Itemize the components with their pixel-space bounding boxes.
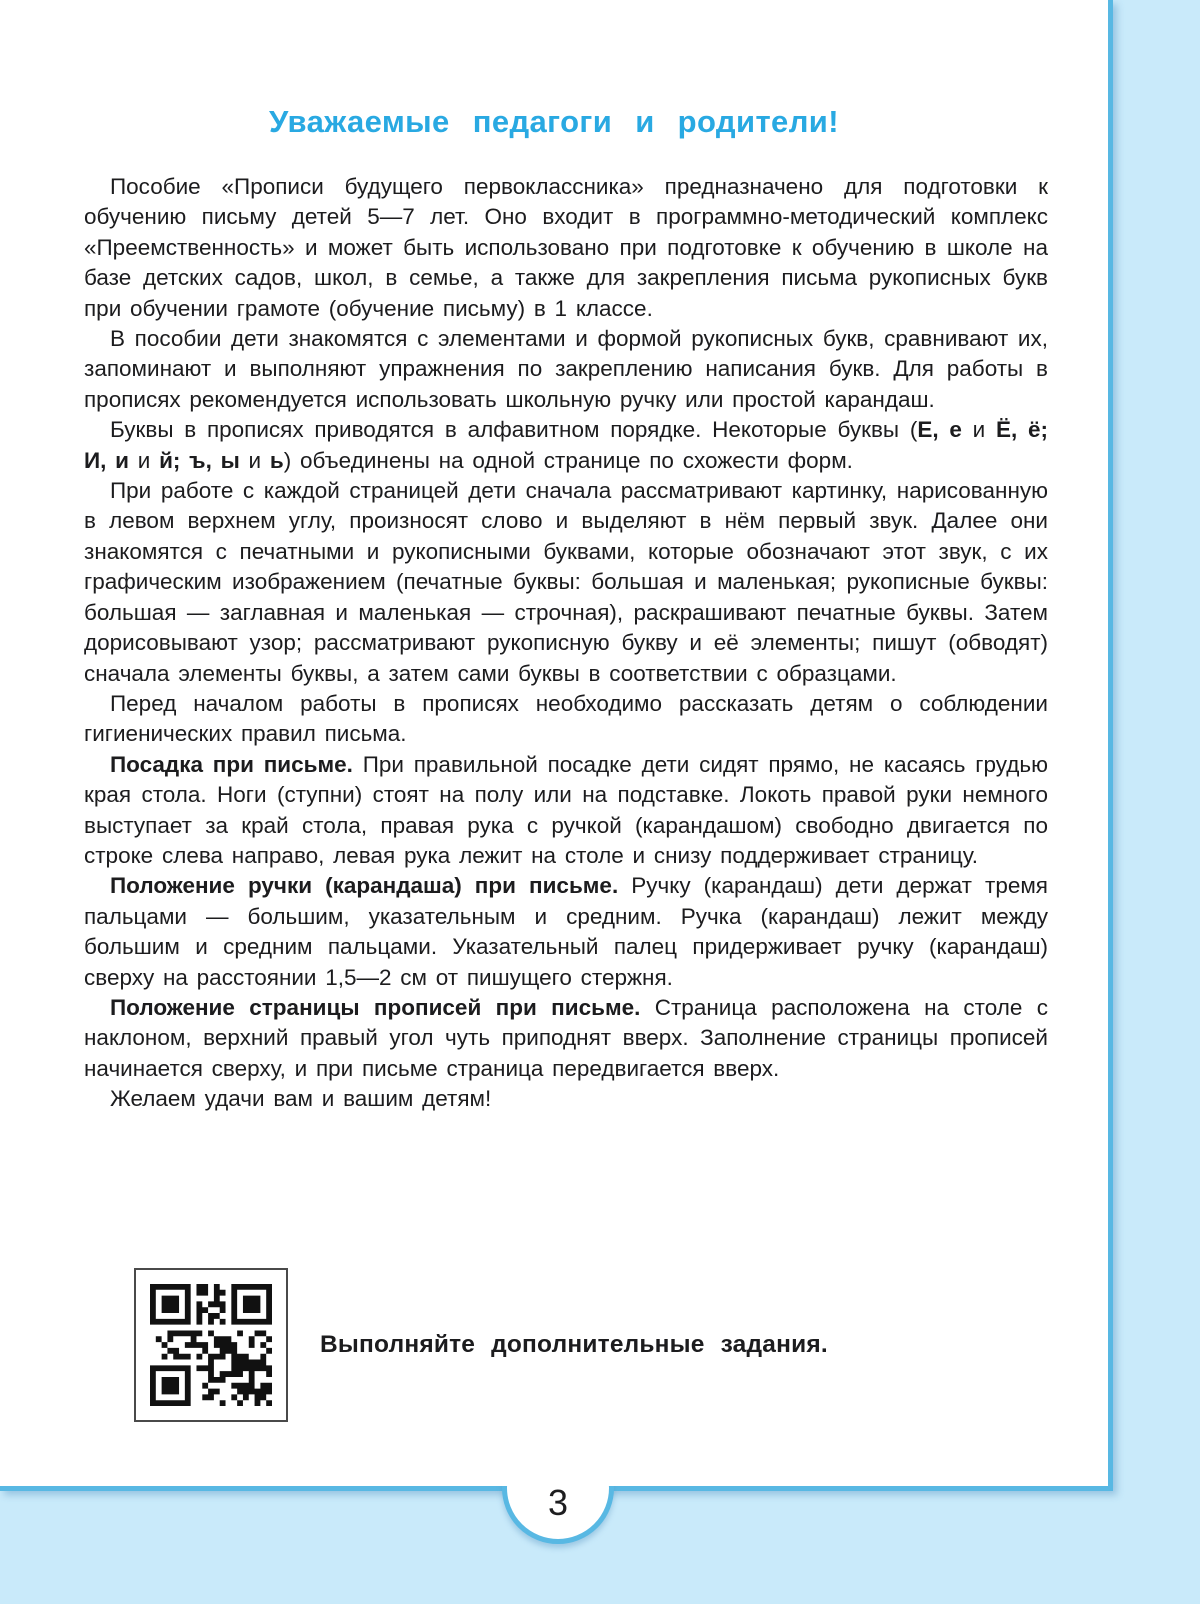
paragraph: Положение ручки (карандаша) при письме. Ручку (карандаш) дети держат тремя пальцами — большим, указательным и средним. Ручка (карандаш) лежит между большим и средним пальцами. Указательный палец придерживает ручку (карандаш) сверху на расстоянии 1,5—2 см от пишущего стержня. bbox=[84, 873, 1048, 990]
paragraph: Желаем удачи вам и вашим детям! bbox=[110, 1086, 492, 1112]
paragraph: Положение страницы прописей при письме. Страница расположена на столе с наклоном, верхний правый угол чуть приподнят вверх. Заполнение страницы прописей начинается сверху, и при письме страница передвигается вверх. bbox=[84, 994, 1049, 1081]
paragraph: Пособие «Прописи будущего первоклассника» предназначено для подготовки к обучению письму детей 5—7 лет. Оно входит в программно-методический комплекс «Преемственность» и может быть использовано при подготовке к обучению в школе на базе детских садов, школ, в семье, а также для закрепления письма рукописных букв при обучении грамоте (обучение письму) в 1 классе. bbox=[84, 174, 1048, 321]
qr-code-box bbox=[134, 1268, 288, 1422]
page-title: Уважаемые педагоги и родители! bbox=[269, 104, 839, 139]
paragraph: В пособии дети знакомятся с элементами и формой рукописных букв, сравнивают их, запоминают и выполняют упражнения по закреплению написания букв. Для работы в прописях рекомендуется использовать школьную ручку или простой карандаш. bbox=[84, 326, 1048, 412]
qr-caption: Выполняйте дополнительные задания. bbox=[320, 1331, 828, 1358]
page-number: 3 bbox=[547, 1482, 569, 1523]
qr-section bbox=[134, 1268, 828, 1422]
paragraph: Посадка при письме. При правильной посадке дети сидят прямо, не касаясь грудью края стола. Ноги (ступни) стоят на полу или на подставке. Локоть правой руки немного выступает за край стола, правая рука с ручкой (карандашом) свободно двигается по строке слева направо, левая рука лежит на столе и снизу поддерживает страницу. bbox=[84, 751, 1049, 868]
notch-cover bbox=[496, 1416, 620, 1486]
paragraph: Буквы в прописях приводятся в алфавитном порядке. Некоторые буквы (Е, е и Ё, ё; И, и и й; ъ, ы и ь) объединены на одной странице по схожести форм. bbox=[84, 417, 1049, 473]
paragraph: Перед началом работы в прописях необходимо рассказать детям о соблюдении гигиенических правил письма. bbox=[84, 690, 1048, 747]
body-paragraphs bbox=[84, 172, 1048, 1115]
qr-code-icon bbox=[150, 1284, 272, 1406]
paragraph: При работе с каждой страницей дети сначала рассматривают картинку, нарисованную в левом верхнем углу, произносят слово и выделяют в нём первый звук. Далее они знакомятся с печатными и рукописными буквами, которые обозначают этот звук, с их графическим изображением (печатные буквы: большая и маленькая; рукописные буквы: большая — заглавная и маленькая — строчная), раскрашивают печатные буквы. Затем дорисовывают узор; рассматривают рукописную букву и её элементы; пишут (обводят) сначала элементы буквы, а затем сами буквы в соответствии с образцами. bbox=[84, 478, 1048, 686]
